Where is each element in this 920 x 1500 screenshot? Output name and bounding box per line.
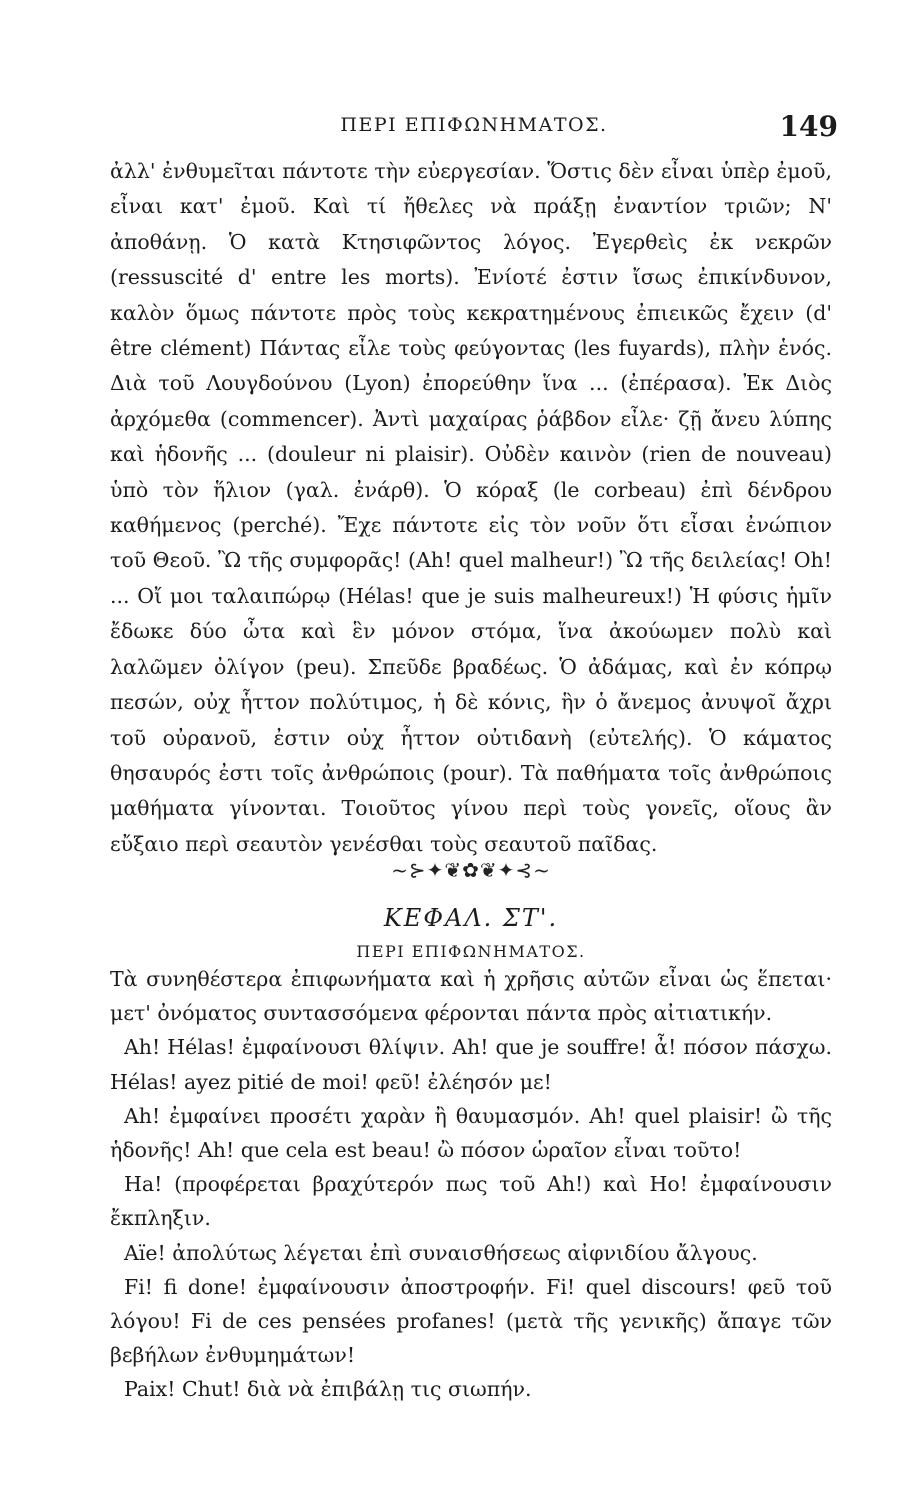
page-number: 149 <box>779 110 838 143</box>
section-heading <box>110 858 832 964</box>
section-paragraph: Τὰ συνηθέστερα ἐπιφωνήματα καὶ ἡ χρῆσις αὐτῶν εἶναι ὡς ἕπεται· μετ' ὀνόματος συντασσόμενα φέρονται πάντα πρὸς αἰτιατικήν. <box>110 967 832 1026</box>
section-paragraph: Fi! fi done! ἐμφαίνουσιν ἀποστροφήν. Fi! quel discours! φεῦ τοῦ λόγου! Fi de ces pensées profanes! (μετὰ τῆς γενικῆς) ἄπαγε τῶν βεβήλων ἐνθυμημάτων! <box>110 1274 832 1368</box>
ornament-divider: ~⊱✦❦✿❦✦⊰~ <box>391 858 551 882</box>
running-title: ΠΕΡΙ ΕΠΙΦΩΝΗΜΑΤΟΣ. <box>340 114 608 136</box>
chapter-subtitle: ΠΕΡΙ ΕΠΙΦΩΝΗΜΑΤΟΣ. <box>356 942 586 961</box>
section-paragraph: Ah! Hélas! ἐμφαίνουσι θλίψιν. Ah! que je souffre! ἆ! πόσον πάσχω. Hélas! ayez pitié de moi! φεῦ! ἐλέησόν με! <box>110 1035 832 1094</box>
section-paragraph: Ah! ἐμφαίνει προσέτι χαρὰν ἢ θαυμασμόν. Ah! quel plaisir! ὢ τῆς ἡδονῆς! Ah! que cela est beau! ὢ πόσον ὡραῖον εἶναι τοῦτο! <box>110 1103 832 1163</box>
body-text <box>110 154 832 862</box>
chapter-title: ΚΕΦΑΛ. ΣΤ'. <box>383 904 559 932</box>
section-paragraph: Paix! Chut! διὰ νὰ ἐπιβάλῃ τις σιωπήν. <box>124 1377 532 1402</box>
page-header <box>110 110 838 142</box>
body-paragraph: ἀλλ' ἐνθυμεῖται πάντοτε τὴν εὐεργεσίαν. Ὅστις δὲν εἶναι ὑπὲρ ἐμοῦ, εἶναι κατ' ἐμοῦ. Καὶ τί ἤθελες νὰ πράξῃ ἐναντίον τριῶν; Ν' ἀποθάνῃ. Ὁ κατὰ Κτησιφῶντος λόγος. Ἐγερθεὶς ἐκ νεκρῶν (ressuscité d' entre les morts). Ἐνίοτέ ἐστιν ἴσως ἐπικίνδυνον, καλὸν ὅμως πάντοτε πρὸς τοὺς κεκρατημένους ἐπιεικῶς ἔχειν (d' être clément) Πάντας εἶλε τοὺς φεύγοντας (les fuyards), πλὴν ἑνός. Διὰ τοῦ Λουγδούνου (Lyon) ἐπορεύθην ἵνα ... (ἐπέρασα). Ἐκ Διὸς ἀρχόμεθα (commencer). Ἀντὶ μαχαίρας ῥάβδον εἶλε· ζῇ ἄνευ λύπης καὶ ἡδονῆς ... (douleur ni plaisir). Οὐδὲν καινὸν (rien de nouveau) ὑπὸ τὸν ἥλιον (γαλ. ἐνάρθ). Ὁ κόραξ (le corbeau) ἐπὶ δένδρου καθήμενος (perché). Ἔχε πάντοτε εἰς τὸν νοῦν ὅτι εἶσαι ἐνώπιον τοῦ Θεοῦ. Ὢ τῆς συμφορᾶς! (Ah! quel malheur!) Ὢ τῆς δειλείας! Oh! ... Οἴ μοι ταλαιπώρῳ (Hélas! que je suis malheureux!) Ἡ φύσις ἡμῖν ἔδωκε δύο ὦτα καὶ ἓν μόνον στόμα, ἵνα ἀκούωμεν πολὺ καὶ λαλῶμεν ὀλίγον (peu). Σπεῦδε βραδέως. Ὁ ἀδάμας, καὶ ἐν κόπρῳ πεσών, οὐχ ἧττον πολύτιμος, ἡ δὲ κόνις, ἣν ὁ ἄνεμος ἀνυψοῖ ἄχρι τοῦ οὐρανοῦ, ἐστιν οὐχ ἧττον οὐτιδανὴ (εὐτελής). Ὁ κάματος θησαυρός ἐστι τοῖς ἀνθρώποις (pour). Τὰ παθήματα τοῖς ἀνθρώποις μαθήματα γίνονται. Τοιοῦτος γίνου περὶ τοὺς γονεῖς, οἵους ἂν εὔξαιο περὶ σεαυτὸν γενέσθαι τοὺς σεαυτοῦ παῖδας. <box>110 159 832 856</box>
section-paragraph: Aïe! ἀπολύτως λέγεται ἐπὶ συναισθήσεως αἰφνιδίου ἄλγους. <box>124 1240 758 1265</box>
section-paragraph: Ha! (προφέρεται βραχύτερόν πως τοῦ Ah!) καὶ Ho! ἐμφαίνουσιν ἔκπληξιν. <box>110 1172 832 1231</box>
section-text <box>110 962 832 1407</box>
